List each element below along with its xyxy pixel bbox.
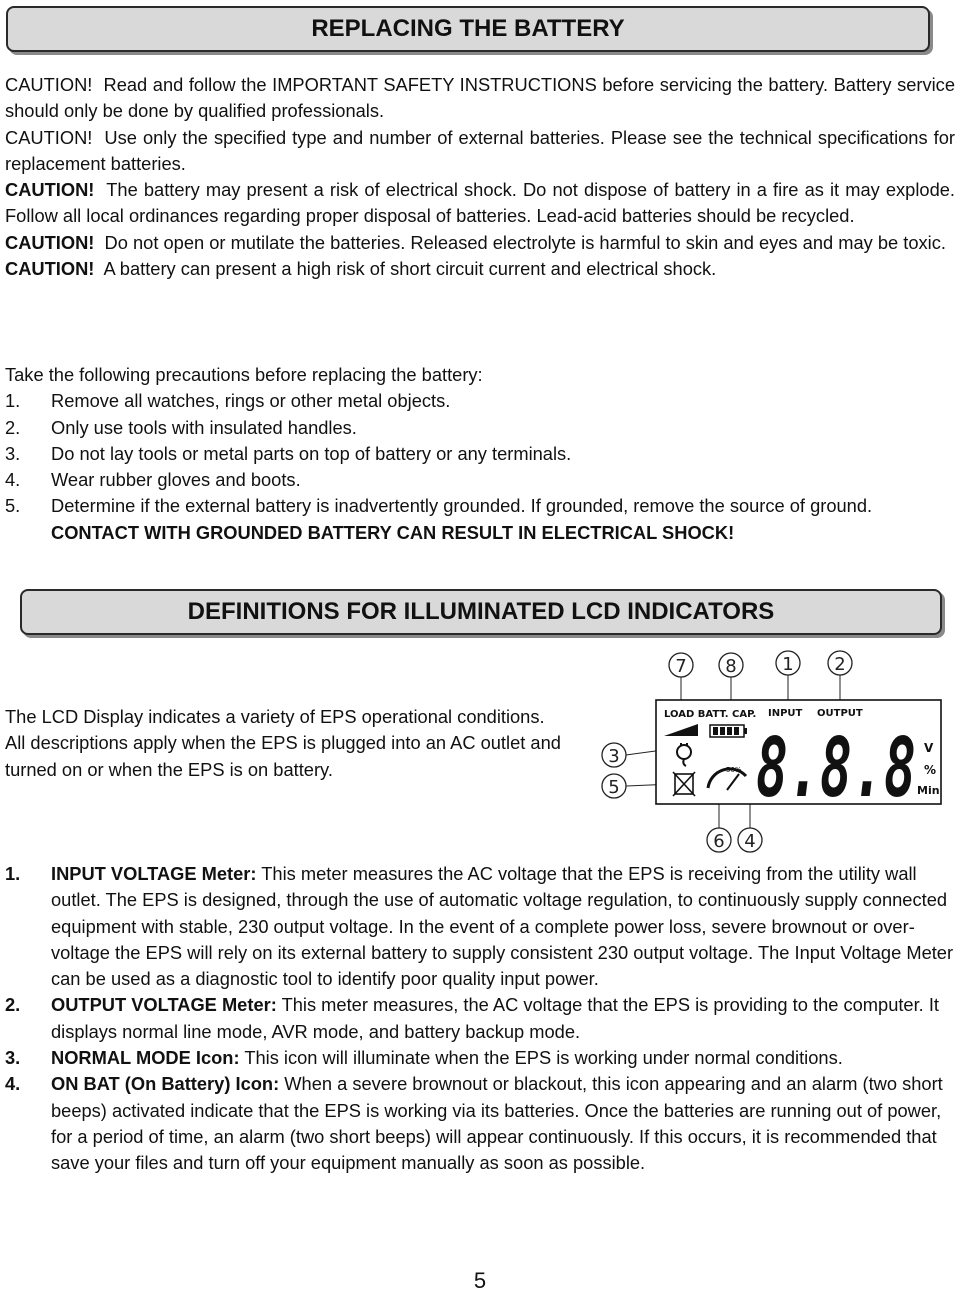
- list-item: [5, 493, 955, 546]
- caution-item: [5, 256, 955, 282]
- unit-percent: %: [924, 763, 937, 777]
- gauge-label: 50%: [726, 766, 742, 774]
- svg-text:6: 6: [713, 831, 725, 852]
- item-text-plain: Determine if the external battery is inadvertently grounded. If grounded, remove the source of ground.: [51, 495, 873, 517]
- item-number: 3.: [5, 442, 21, 464]
- svg-text:4: 4: [744, 831, 756, 852]
- caution-list: [5, 72, 955, 282]
- caution-text: Read and follow the IMPORTANT SAFETY INSTRUCTIONS before servicing the battery. Battery service should only be done by qualified professionals.: [5, 74, 955, 122]
- svg-text:7: 7: [675, 656, 687, 677]
- callout-2: [828, 651, 852, 675]
- section-header-lcd-indicators: [20, 589, 942, 635]
- callout-6: [707, 828, 731, 852]
- caution-label: CAUTION!: [5, 126, 93, 148]
- definition-title: OUTPUT VOLTAGE Meter:: [51, 994, 277, 1016]
- definition-number: 1.: [5, 863, 21, 884]
- caution-label: CAUTION!: [5, 231, 95, 253]
- definition-item: [5, 1045, 960, 1071]
- unit-minutes: Min: [917, 784, 940, 797]
- caution-item: [5, 177, 955, 230]
- warning-emphasis: CONTACT WITH GROUNDED BATTERY CAN RESULT IN ELECTRICAL SHOCK!: [51, 521, 735, 543]
- item-text: Do not lay tools or metal parts on top of battery or any terminals.: [51, 442, 572, 464]
- lcd-display-figure: [598, 648, 943, 853]
- definition-number: 3.: [5, 1047, 21, 1069]
- caution-item: [5, 125, 955, 178]
- svg-text:3: 3: [608, 746, 620, 767]
- definition-text: This icon will illuminate when the EPS is working under normal conditions.: [244, 1047, 843, 1069]
- svg-text:2: 2: [834, 654, 846, 675]
- caution-text: Use only the specified type and number of external batteries. Please see the technical specifications for replacement batteries.: [5, 126, 955, 174]
- section-header-replacing-battery: [6, 6, 930, 52]
- item-text: Wear rubber gloves and boots.: [51, 469, 301, 491]
- precautions-intro: Take the following precautions before replacing the battery:: [5, 364, 483, 385]
- list-item: [5, 467, 955, 493]
- definition-body: [51, 1045, 960, 1071]
- item-text: Remove all watches, rings or other metal objects.: [51, 390, 451, 412]
- caution-item: [5, 230, 955, 256]
- list-item: [5, 388, 955, 414]
- caution-label: CAUTION!: [5, 179, 95, 201]
- svg-text:8: 8: [725, 656, 737, 677]
- definition-text: This meter measures the AC voltage that the EPS is receiving from the utility wall outlet. The EPS is designed, through the use of automatic voltage regulation, to continuously supply connected equipment with stable, 230 output voltage. In the event of a complete power loss, severe brownout or over-voltage the EPS will rely on its external battery to supply consistent 230 output voltage. The Input Voltage Meter can be used as a diagnostic tool to identify poor quality input power.: [51, 863, 954, 990]
- item-number: 5.: [5, 495, 21, 517]
- callout-5: [602, 774, 626, 798]
- label-input: INPUT: [768, 708, 803, 719]
- item-text: Only use tools with insulated handles.: [51, 416, 357, 438]
- definition-body: [51, 861, 960, 992]
- caution-label: CAUTION!: [5, 258, 95, 280]
- label-output: OUTPUT: [817, 708, 863, 719]
- caution-text: Do not open or mutilate the batteries. Released electrolyte is harmful to skin and eyes and may be toxic.: [104, 231, 946, 253]
- caution-text: A battery can present a high risk of short circuit current and electrical shock.: [103, 258, 717, 280]
- definition-text: This meter measures, the AC voltage that the EPS is providing to the computer. It displays normal line mode, AVR mode, and battery backup mode.: [51, 994, 939, 1042]
- callout-1: [776, 651, 800, 675]
- svg-text:5: 5: [608, 777, 620, 798]
- callout-4: [738, 828, 762, 852]
- list-item: [5, 415, 955, 441]
- label-load-batt: LOAD BATT. CAP.: [664, 709, 757, 720]
- definition-item: [5, 1071, 960, 1176]
- caution-label: CAUTION!: [5, 74, 93, 95]
- definition-title: NORMAL MODE Icon:: [51, 1047, 240, 1069]
- precautions-list: [5, 388, 955, 546]
- section-title: REPLACING THE BATTERY: [311, 15, 625, 42]
- definitions-block: [5, 861, 960, 1177]
- definition-number: 4.: [5, 1073, 21, 1095]
- lcd-digit-readout: 8.8.8: [756, 721, 916, 816]
- precautions-block: [5, 362, 955, 546]
- definition-title: ON BAT (On Battery) Icon:: [51, 1073, 280, 1095]
- lcd-intro-paragraph: The LCD Display indicates a variety of EPS operational conditions. All descriptions apply when the EPS is plugged into an AC outlet and turned on or when the EPS is on battery.: [5, 706, 561, 780]
- page-number: 5: [473, 1268, 487, 1293]
- callout-3: [602, 743, 626, 767]
- caution-item: [5, 72, 955, 125]
- definitions-list: [5, 861, 960, 1177]
- item-number: 2.: [5, 416, 21, 438]
- definition-item: [5, 861, 960, 992]
- definition-number: 2.: [5, 994, 21, 1016]
- callout-7: [669, 653, 693, 677]
- item-number: 4.: [5, 469, 21, 491]
- caution-text: The battery may present a risk of electrical shock. Do not dispose of battery in a fire as it may explode. Follow all local ordinances regarding proper disposal of batteries. Lead-acid batteries should be recycled.: [5, 179, 955, 227]
- section-title: DEFINITIONS FOR ILLUMINATED LCD INDICATORS: [187, 598, 775, 625]
- unit-volts: V: [924, 741, 934, 755]
- definition-text: When a severe brownout or blackout, this icon appearing and an alarm (two short beeps) activated indicate that the EPS is working via its batteries. Once the batteries are running out of power, for a period of time, an alarm (two short beeps) will appear continuously. If this occurs, it is recommended that save your files and turn off your equipment manually as soon as possible.: [51, 1073, 943, 1174]
- definition-body: [51, 992, 960, 1045]
- definition-body: [51, 1071, 960, 1176]
- callout-8: [719, 653, 743, 677]
- list-item: [5, 441, 955, 467]
- item-number: 1.: [5, 390, 21, 412]
- definition-item: [5, 992, 960, 1045]
- definition-title: INPUT VOLTAGE Meter:: [51, 863, 257, 884]
- item-text: [51, 493, 955, 546]
- svg-text:1: 1: [782, 654, 794, 675]
